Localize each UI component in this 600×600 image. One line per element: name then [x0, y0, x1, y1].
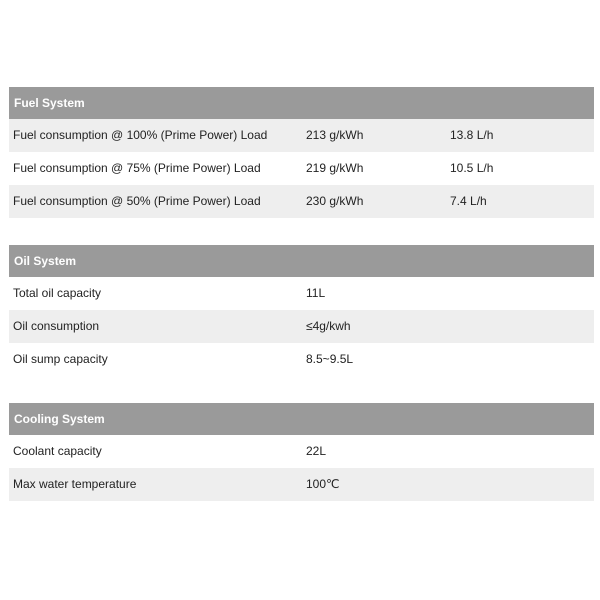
table-row — [9, 185, 594, 218]
row-value-secondary: 7.4 L/h — [450, 194, 487, 208]
oil-system-section — [9, 245, 594, 376]
row-label: Fuel consumption @ 50% (Prime Power) Load — [13, 194, 261, 208]
row-label: Coolant capacity — [13, 444, 102, 458]
row-value-secondary: 13.8 L/h — [450, 128, 494, 142]
row-value: 213 g/kWh — [306, 128, 364, 142]
row-value: 22L — [306, 444, 327, 458]
table-row — [9, 343, 594, 376]
row-value: 230 g/kWh — [306, 194, 364, 208]
table-row — [9, 277, 594, 310]
table-row — [9, 119, 594, 152]
row-label: Oil consumption — [13, 319, 100, 333]
section-header-fuel-system: Fuel System — [9, 87, 594, 119]
section-header-cooling-system: Cooling System — [9, 403, 594, 435]
row-label: Fuel consumption @ 100% (Prime Power) Load — [13, 128, 268, 142]
fuel-system-section — [9, 87, 594, 218]
row-value: 100℃ — [306, 477, 340, 491]
table-row — [9, 435, 594, 468]
row-label: Oil sump capacity — [13, 352, 108, 366]
row-label: Fuel consumption @ 75% (Prime Power) Load — [13, 161, 261, 175]
section-header-oil-system: Oil System — [9, 245, 594, 277]
row-label: Max water temperature — [13, 477, 137, 491]
row-label: Total oil capacity — [13, 286, 102, 300]
row-value: 8.5~9.5L — [306, 352, 354, 366]
table-row — [9, 152, 594, 185]
table-row — [9, 468, 594, 501]
table-row — [9, 310, 594, 343]
row-value: 219 g/kWh — [306, 161, 364, 175]
row-value: ≤4g/kwh — [306, 319, 351, 333]
cooling-system-section — [9, 403, 594, 501]
row-value: 11L — [306, 286, 326, 300]
row-value-secondary: 10.5 L/h — [450, 161, 494, 175]
